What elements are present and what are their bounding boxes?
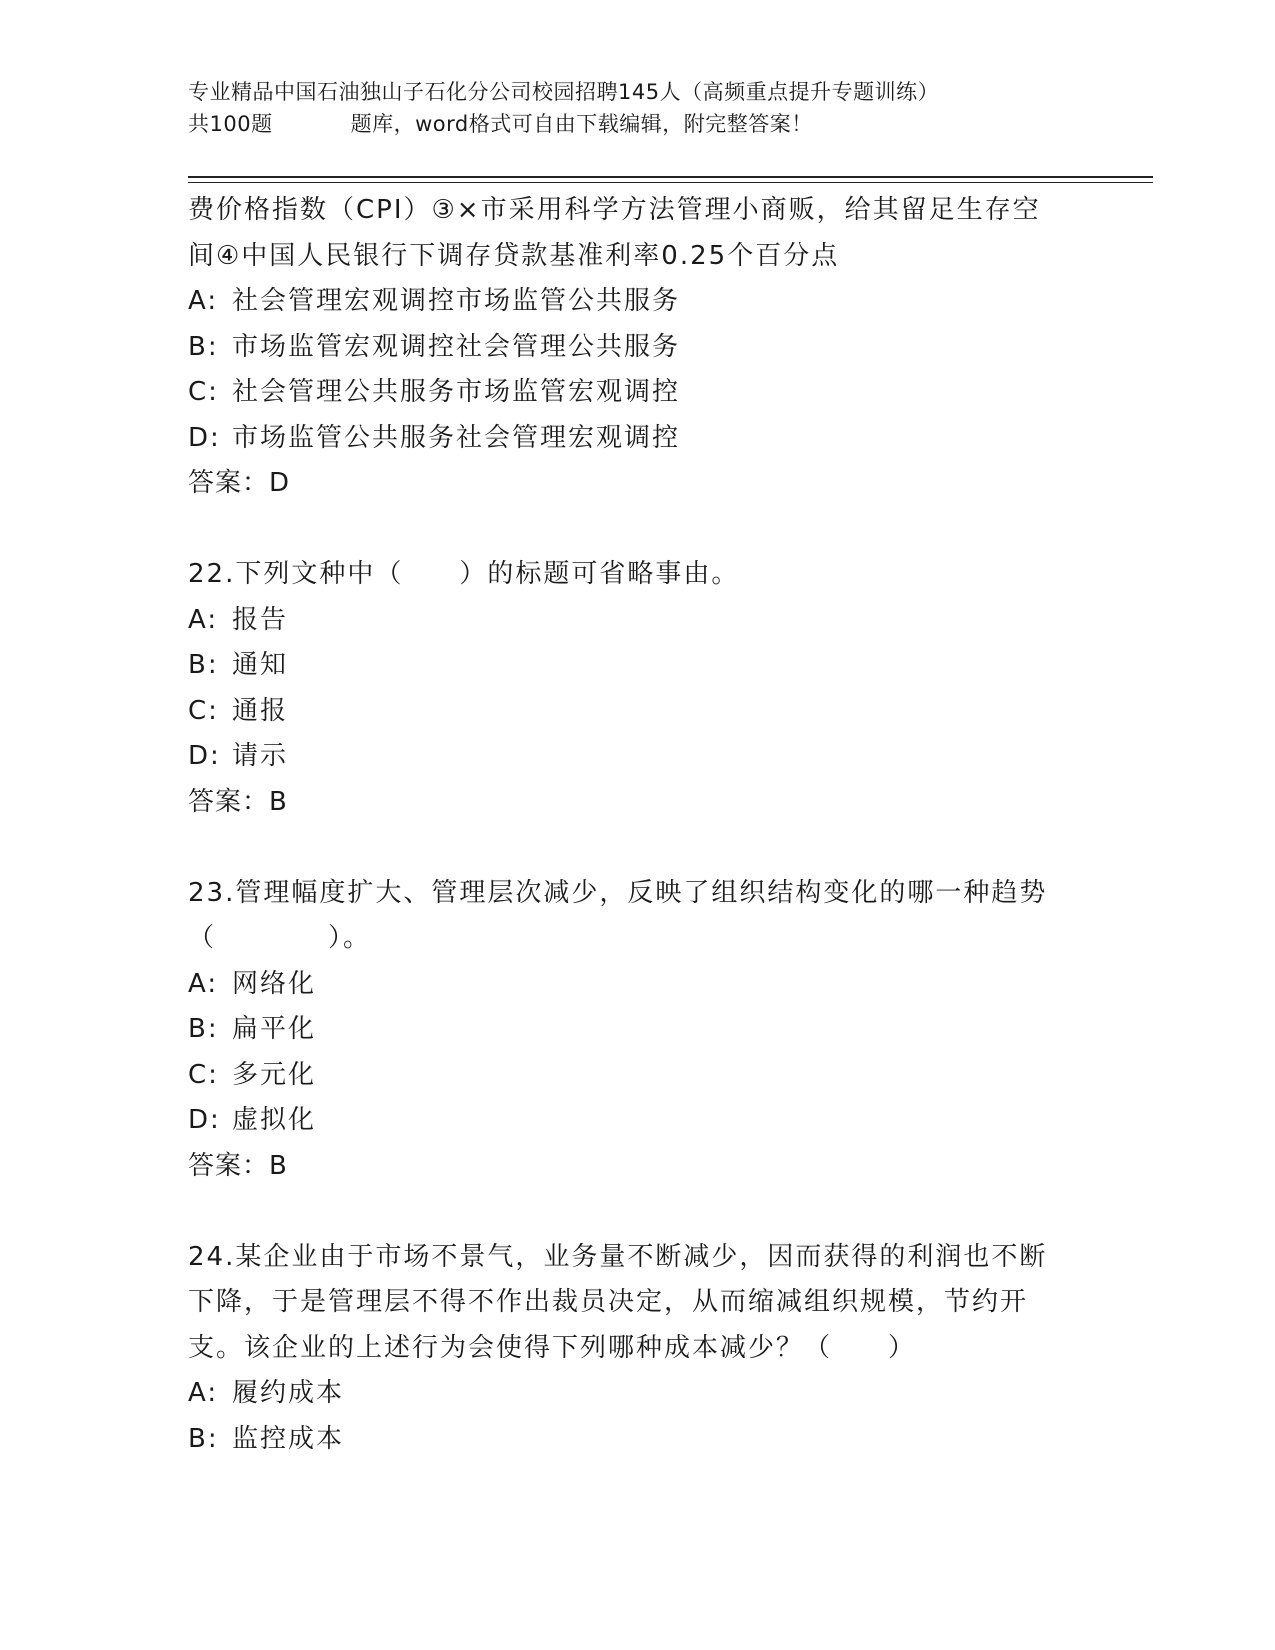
option-b: B: 通知 — [188, 650, 289, 680]
option-d: D: 虚拟化 — [188, 1105, 317, 1135]
option-a: A: 网络化 — [188, 968, 317, 999]
option-a: A: 社会管理宏观调控市场监管公共服务 — [188, 286, 681, 316]
header-description: 题库，word格式可自由下载编辑，附完整答案！ — [350, 112, 813, 136]
question-stem: （ ）。 — [188, 923, 372, 953]
option-a: A: 履约成本 — [188, 1378, 345, 1408]
spacer — [188, 507, 1088, 553]
question-stem: 间④中国人民银行下调存贷款基准利率0.25个百分点 — [188, 240, 840, 271]
option-d: D: 市场监管公共服务社会管理宏观调控 — [188, 422, 681, 453]
question-21 — [188, 188, 1088, 507]
spacer — [188, 1189, 1088, 1235]
option-b: B: 扁平化 — [188, 1014, 317, 1044]
header-rule-thick — [188, 176, 1153, 178]
question-stem: 费价格指数（CPI）③×市采用科学方法管理小商贩，给其留足生存空 — [188, 195, 1041, 225]
header-subtitle — [188, 108, 1148, 140]
question-22 — [188, 552, 1088, 825]
answer: 答案：B — [188, 786, 288, 817]
question-23 — [188, 871, 1088, 1190]
option-d: D: 请示 — [188, 741, 289, 771]
option-c: C: 通报 — [188, 695, 289, 726]
page-header — [188, 76, 1148, 140]
option-c: C: 多元化 — [188, 1059, 317, 1090]
header-title: 专业精品中国石油独山子石化分公司校园招聘145人（高频重点提升专题训练） — [188, 80, 940, 104]
question-stem: 22.下列文种中（ ）的标题可省略事由。 — [188, 559, 740, 589]
header-rule-thin — [188, 182, 1153, 183]
question-stem: 23.管理幅度扩大、管理层次减少，反映了组织结构变化的哪一种趋势 — [188, 877, 1048, 908]
option-a: A: 报告 — [188, 604, 289, 635]
question-24 — [188, 1235, 1088, 1463]
option-c: C: 社会管理公共服务市场监管宏观调控 — [188, 377, 681, 407]
answer: 答案：D — [188, 468, 291, 498]
header-count: 共100题 — [188, 112, 273, 136]
question-stem: 支。该企业的上述行为会使得下列哪种成本减少？（ ） — [188, 1332, 917, 1363]
option-b: B: 市场监管宏观调控社会管理公共服务 — [188, 331, 681, 362]
question-stem: 下降，于是管理层不得不作出裁员决定，从而缩减组织规模，节约开 — [188, 1287, 1029, 1317]
option-b: B: 监控成本 — [188, 1423, 345, 1454]
spacer — [188, 825, 1088, 871]
answer: 答案：B — [188, 1150, 288, 1181]
question-stem: 24.某企业由于市场不景气，业务量不断减少，因而获得的利润也不断 — [188, 1241, 1048, 1272]
question-list — [188, 188, 1088, 1462]
